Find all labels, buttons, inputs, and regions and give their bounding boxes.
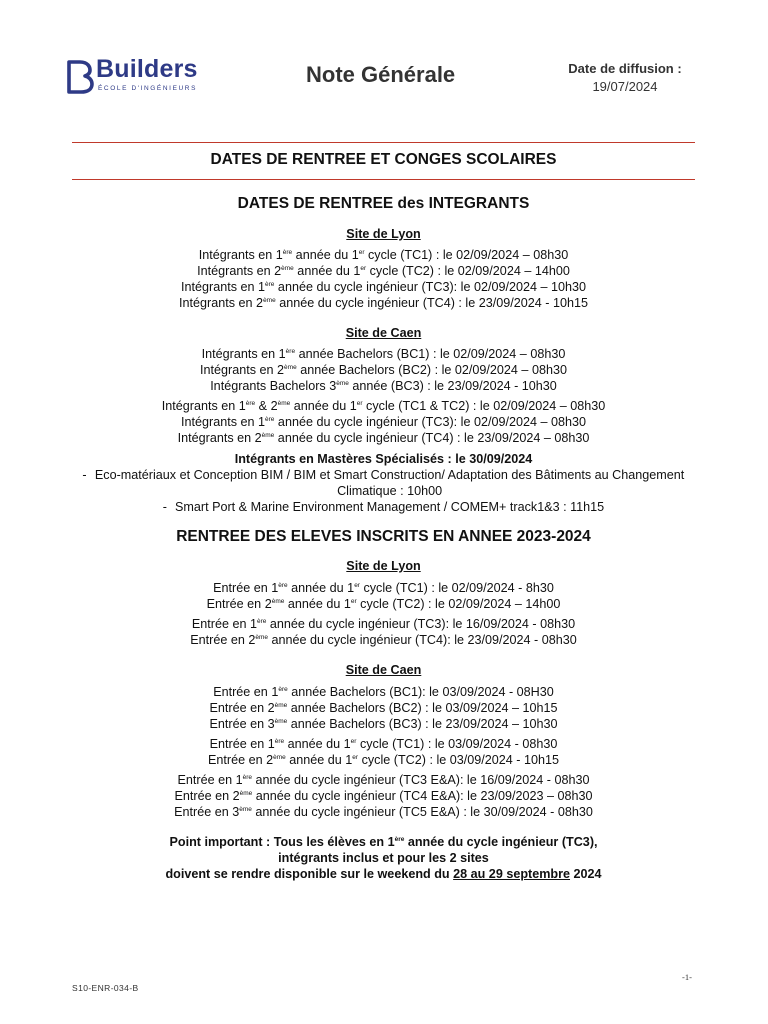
masteres-item-2: - Smart Port & Marine Environment Management / COMEM+ track1&3 : 11h15 [162, 500, 605, 514]
list-item: Intégrants en 1ère année du cycle ingénieur (TC3): le 02/09/2024 – 08h30 [181, 415, 586, 429]
list-item: Intégrants en 2ème année Bachelors (BC2) : le 02/09/2024 – 08h30 [200, 363, 567, 377]
list-item: Entrée en 3ème année du cycle ingénieur (TC5 E&A) : le 30/09/2024 - 08h30 [174, 805, 593, 819]
list-item: Entrée en 2ème année du 1er cycle (TC2) : le 02/09/2024 – 14h00 [206, 597, 561, 611]
section-integrants-title: DATES DE RENTREE des INTEGRANTS [237, 195, 530, 212]
section-inscrits-title: RENTREE DES ELEVES INSCRITS EN ANNEE 2023-2024 [176, 528, 591, 545]
lyon-integrants-list [72, 247, 695, 311]
list-item: Entrée en 1ère année du 1er cycle (TC1) : le 02/09/2024 - 8h30 [213, 581, 554, 595]
weekend-dates: 28 au 29 septembre [453, 867, 571, 881]
list-item: Entrée en 3ème année Bachelors (BC3) : le 23/09/2024 – 10h30 [209, 717, 558, 731]
caen-inscrits-list [72, 684, 695, 820]
list-item: Entrée en 2ème année du 1er cycle (TC2) : le 03/09/2024 - 10h15 [207, 753, 559, 767]
logo-wordmark: Builders [96, 55, 198, 83]
builders-logo-mark-icon [66, 60, 94, 94]
list-item: Entrée en 1ère année Bachelors (BC1): le 03/09/2024 - 08H30 [213, 685, 554, 699]
list-item: Entrée en 1ère année du 1er cycle (TC1) : le 03/09/2024 - 08h30 [209, 737, 558, 751]
list-item: Intégrants en 1ère année du cycle ingénieur (TC3): le 02/09/2024 – 10h30 [181, 280, 586, 294]
masteres-item-1: - Eco-matériaux et Conception BIM / BIM et Smart Construction/ Adaptation des Bâtiments au Changement Climatique : 10h00 [82, 468, 685, 498]
list-item: Entrée en 2ème année du cycle ingénieur (TC4): le 23/09/2024 - 08h30 [190, 633, 577, 647]
important-notice: Point important : Tous les élèves en 1ère année du cycle ingénieur (TC3), intégrants inclus et pour les 2 sites doivent se rendre disponible sur le weekend du 28 au 29 septembre 2024 [165, 835, 602, 881]
dash-bullet: - [162, 500, 167, 514]
list-item: Intégrants en 1ère année Bachelors (BC1) : le 02/09/2024 – 08h30 [201, 347, 566, 361]
document-title: Note Générale [306, 62, 456, 87]
site-caen-title-2: Site de Caen [345, 663, 422, 677]
list-item: Intégrants en 2ème année du 1er cycle (TC2) : le 02/09/2024 – 14h00 [197, 264, 570, 278]
top-rule [72, 142, 695, 143]
bottom-rule [72, 179, 695, 180]
list-item: Entrée en 1ère année du cycle ingénieur (TC3 E&A): le 16/09/2024 - 08h30 [177, 773, 590, 787]
diffusion-date: 19/07/2024 [592, 79, 658, 94]
dash-bullet: - [82, 468, 87, 482]
caen-integrants-list [72, 346, 695, 446]
page-number: -1- [682, 972, 692, 982]
main-content [72, 196, 695, 882]
list-item: Intégrants en 1ère & 2ème année du 1er cycle (TC1 & TC2) : le 02/09/2024 – 08h30 [161, 399, 606, 413]
list-item: Intégrants Bachelors 3ème année (BC3) : le 23/09/2024 - 10h30 [210, 379, 557, 393]
list-item: Intégrants en 2ème année du cycle ingénieur (TC4) : le 23/09/2024 - 10h15 [179, 296, 588, 310]
diffusion-label: Date de diffusion : [568, 61, 682, 76]
diffusion-block [545, 60, 705, 96]
document-code: S10-ENR-034-B [72, 983, 139, 993]
site-lyon-title-2: Site de Lyon [346, 559, 421, 573]
list-item: Entrée en 2ème année du cycle ingénieur (TC4 E&A): le 23/09/2023 – 08h30 [174, 789, 593, 803]
list-item: Entrée en 2ème année Bachelors (BC2) : le 03/09/2024 – 10h15 [209, 701, 558, 715]
masteres-title: Intégrants en Mastères Spécialisés : le 30/09/2024 [234, 452, 533, 466]
lyon-inscrits-list [72, 580, 695, 648]
list-item: Entrée en 1ère année du cycle ingénieur (TC3): le 16/09/2024 - 08h30 [191, 617, 576, 631]
list-item: Intégrants en 1ère année du 1er cycle (TC1) : le 02/09/2024 – 08h30 [198, 248, 569, 262]
site-caen-title: Site de Caen [345, 326, 422, 340]
list-item: Intégrants en 2ème année du cycle ingénieur (TC4) : le 23/09/2024 – 08h30 [177, 431, 590, 445]
builders-logo [66, 55, 226, 99]
logo-subtitle: ÉCOLE D'INGÉNIEURS [98, 85, 198, 92]
site-lyon-title: Site de Lyon [346, 227, 421, 241]
main-title: DATES DE RENTREE ET CONGES SCOLAIRES [210, 151, 557, 168]
